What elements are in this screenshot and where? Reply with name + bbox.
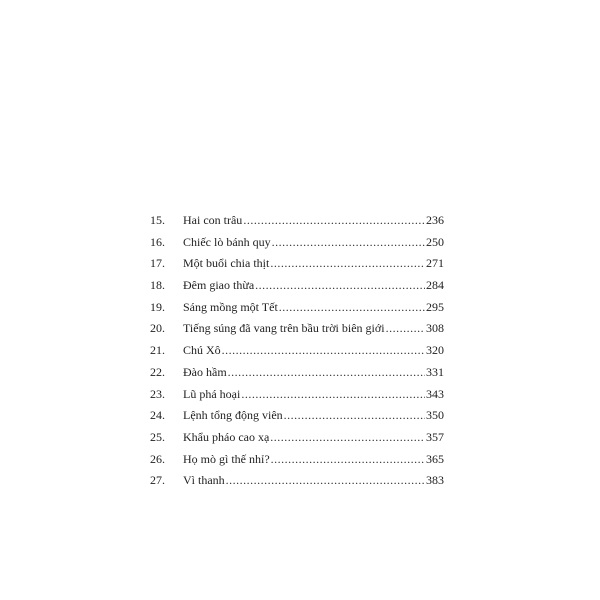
- toc-entry-page: 236: [426, 213, 444, 227]
- toc-entry-page: 271: [426, 256, 444, 271]
- toc-entry-page: 250: [426, 234, 444, 249]
- dot-leader: [279, 300, 425, 315]
- toc-entry-number: 21.: [150, 343, 165, 358]
- toc-entry: [150, 408, 444, 430]
- dot-leader: [270, 430, 425, 445]
- toc-entry-page: 365: [426, 451, 444, 466]
- dot-leader: [255, 278, 425, 293]
- toc-entry-number: 26.: [150, 451, 165, 466]
- toc-entry-number: 16.: [150, 234, 165, 249]
- toc-entry-title: Lệnh tổng động viên: [183, 408, 283, 423]
- dot-leader: [222, 343, 425, 358]
- dot-leader: [243, 213, 425, 228]
- toc-entry-title: Chú Xô: [183, 343, 221, 358]
- toc-entry-title: Hai con trâu: [183, 213, 243, 227]
- toc-entry-page: 308: [426, 321, 444, 336]
- toc-entry: [150, 365, 444, 387]
- toc-entry: [150, 278, 444, 300]
- toc-entry-title: Tiếng súng đã vang trên bầu trời biên giới: [183, 321, 385, 336]
- dot-leader: [270, 256, 425, 271]
- toc-entry: [150, 213, 444, 235]
- toc-entry: [150, 473, 444, 495]
- toc-entry-number: 27.: [150, 473, 165, 488]
- dot-leader: [284, 408, 425, 423]
- toc-entry-title: Chiếc lò bánh quy: [183, 234, 271, 249]
- toc-entry: [150, 430, 444, 452]
- toc-entry: [150, 321, 444, 343]
- toc-entry-title: Một buổi chia thịt: [183, 256, 270, 271]
- toc-entry-title: Họ mò gì thế nhỉ?: [183, 451, 270, 466]
- toc-entry-page: 350: [426, 408, 444, 423]
- toc-entry-number: 23.: [150, 386, 165, 401]
- dot-leader: [272, 235, 425, 250]
- toc-entry: [150, 452, 444, 474]
- toc-entry-number: 25.: [150, 429, 165, 444]
- toc-entry-number: 15.: [150, 213, 165, 227]
- toc-entry: [150, 343, 444, 365]
- toc-entry-title: Đêm giao thừa: [183, 278, 255, 293]
- toc-entry: [150, 235, 444, 257]
- dot-leader: [271, 452, 425, 467]
- toc-entry-page: 383: [426, 473, 444, 488]
- toc-entry-number: 24.: [150, 408, 165, 423]
- toc-entry: [150, 256, 444, 278]
- toc-entry: [150, 300, 444, 322]
- toc-entry: [150, 387, 444, 409]
- toc-entry-number: 17.: [150, 256, 165, 271]
- toc-entry-page: 331: [426, 364, 444, 379]
- toc-entry-title: Sáng mồng một Tết: [183, 299, 278, 314]
- toc-entry-page: 357: [426, 429, 444, 444]
- toc-entry-page: 343: [426, 386, 444, 401]
- toc-entry-page: 284: [426, 278, 444, 293]
- toc-entry-number: 20.: [150, 321, 165, 336]
- toc-entry-title: Vì thanh: [183, 473, 225, 488]
- toc-entry-page: 320: [426, 343, 444, 358]
- toc-entry-title: Lũ phá hoại: [183, 386, 241, 401]
- table-of-contents: [150, 213, 444, 495]
- dot-leader: [228, 365, 425, 380]
- toc-entry-title: Đào hầm: [183, 364, 227, 379]
- toc-entry-number: 19.: [150, 299, 165, 314]
- dot-leader: [226, 473, 425, 488]
- toc-entry-title: Khẩu pháo cao xạ: [183, 429, 270, 444]
- toc-entry-number: 22.: [150, 364, 165, 379]
- dot-leader: [386, 321, 425, 336]
- toc-entry-page: 295: [426, 299, 444, 314]
- dot-leader: [241, 387, 425, 402]
- toc-entry-number: 18.: [150, 278, 165, 293]
